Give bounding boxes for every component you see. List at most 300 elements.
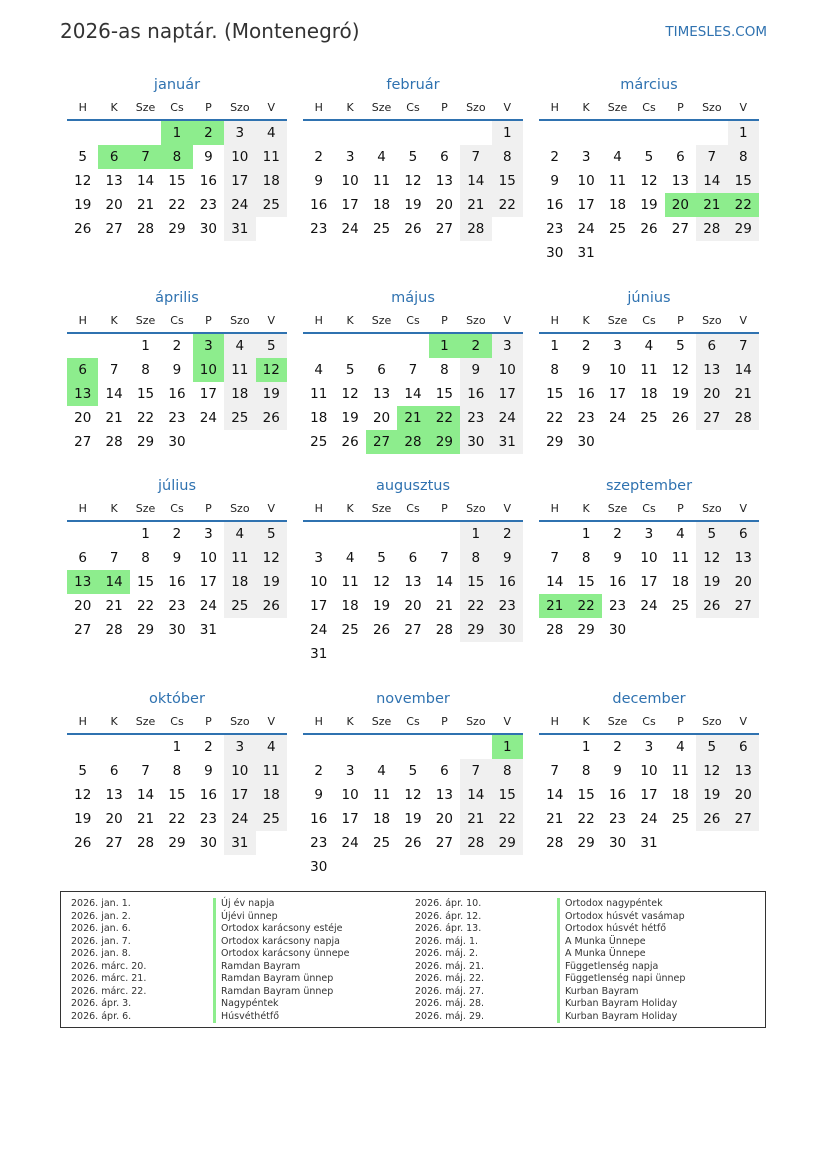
weekday-header: V: [492, 497, 523, 522]
day-cell: 11: [372, 173, 391, 189]
day-cell: 7: [141, 763, 150, 779]
day-cell: 3: [581, 149, 591, 165]
day-cell: 25: [372, 835, 391, 851]
day-cell: 16: [310, 197, 328, 213]
weekday-header: Sze: [130, 710, 161, 735]
day-cell: 10: [577, 173, 595, 189]
day-cell: 15: [435, 386, 453, 402]
day-cell: 15: [460, 570, 491, 594]
legend-date: 2026. jan. 2.: [71, 910, 131, 922]
day-cell: 4: [224, 334, 255, 358]
weekday-header: Szo: [460, 710, 491, 735]
legend-date: 2026. ápr. 6.: [71, 1010, 132, 1022]
empty-cell: [303, 735, 334, 759]
weekday-header: P: [429, 497, 460, 522]
weekday-header: Sze: [366, 309, 397, 334]
day-cell: 19: [671, 386, 689, 402]
day-cell: 13: [696, 358, 727, 382]
day-cell: 23: [168, 410, 186, 426]
day-cell: 30: [577, 434, 595, 450]
day-cell: 4: [256, 735, 287, 759]
day-cell: 7: [728, 334, 759, 358]
day-cell: 8: [550, 362, 559, 378]
day-cell: 21: [546, 811, 564, 827]
legend-date: 2026. máj. 27.: [415, 985, 485, 997]
legend-row: [415, 923, 745, 936]
weekday-header: K: [334, 710, 365, 735]
weekday-header: P: [193, 710, 224, 735]
day-cell: 29: [460, 618, 491, 642]
day-cell: 22: [168, 197, 186, 213]
weekday-header: V: [492, 710, 523, 735]
day-cell: 26: [341, 434, 359, 450]
day-cell: 12: [74, 787, 92, 803]
day-cell: 13: [728, 759, 759, 783]
day-cell: 31: [577, 245, 595, 261]
day-cell: 13: [435, 787, 453, 803]
day-cell: 25: [224, 594, 255, 618]
day-cell: 14: [460, 169, 491, 193]
holiday-legend: [60, 891, 766, 1028]
day-cell: 24: [577, 221, 595, 237]
brand-link[interactable]: TIMESLES.COM: [665, 24, 767, 40]
day-cell: 19: [696, 570, 727, 594]
day-cell: 21: [435, 598, 453, 614]
day-cell: 2: [581, 338, 591, 354]
day-cell: 10: [640, 550, 658, 566]
day-cell: 27: [696, 406, 727, 430]
empty-cell: [397, 522, 428, 546]
day-cell: 8: [728, 145, 759, 169]
weekday-header: Sze: [130, 497, 161, 522]
empty-cell: [397, 121, 428, 145]
day-cell: 25: [608, 221, 627, 237]
legend-holiday-name: Függetlenség napi ünnep: [557, 973, 685, 986]
holiday-day-cell: 3: [193, 334, 224, 358]
weekday-header: Cs: [397, 309, 428, 334]
day-cell: 4: [676, 739, 685, 755]
day-cell: 6: [377, 362, 386, 378]
day-cell: 9: [613, 763, 622, 779]
weekday-header: H: [67, 96, 98, 121]
empty-cell: [130, 735, 161, 759]
holiday-day-cell: 13: [67, 382, 98, 406]
day-cell: 16: [492, 570, 523, 594]
weekday-header: H: [539, 96, 570, 121]
legend-date: 2026. máj. 21.: [415, 960, 485, 972]
day-cell: 1: [581, 739, 591, 755]
weekday-header: Sze: [602, 710, 633, 735]
weekday-header: Cs: [633, 497, 664, 522]
day-cell: 20: [728, 570, 759, 594]
legend-date: 2026. máj. 2.: [415, 948, 479, 959]
day-cell: 14: [546, 574, 564, 590]
day-cell: 19: [256, 570, 287, 594]
weekday-header: Szo: [224, 710, 255, 735]
holiday-day-cell: 7: [130, 145, 161, 169]
day-cell: 17: [640, 574, 658, 590]
day-cell: 11: [640, 362, 658, 378]
day-cell: 28: [460, 217, 491, 241]
day-cell: 2: [204, 739, 213, 755]
day-cell: 9: [314, 787, 323, 803]
day-cell: 3: [204, 526, 213, 542]
month-7: [67, 472, 287, 642]
day-cell: 1: [550, 338, 559, 354]
day-cell: 9: [204, 149, 213, 165]
empty-cell: [429, 735, 460, 759]
legend-row: [71, 986, 401, 999]
weekday-header: Szo: [696, 710, 727, 735]
day-cell: 2: [613, 526, 622, 542]
weekday-header: V: [492, 96, 523, 121]
day-cell: 31: [310, 646, 328, 662]
weekday-header: V: [728, 96, 759, 121]
day-cell: 18: [224, 570, 255, 594]
weekday-header: Sze: [602, 96, 633, 121]
day-cell: 13: [404, 574, 422, 590]
day-cell: 5: [408, 763, 418, 779]
day-cell: 8: [141, 362, 150, 378]
day-cell: 8: [141, 550, 150, 566]
day-cell: 21: [460, 193, 491, 217]
empty-cell: [303, 121, 334, 145]
day-cell: 5: [78, 763, 87, 779]
month-11: [303, 685, 523, 879]
day-cell: 29: [546, 434, 564, 450]
day-cell: 30: [168, 434, 186, 450]
day-cell: 26: [74, 221, 92, 237]
day-cell: 7: [408, 362, 418, 378]
empty-cell: [366, 522, 397, 546]
weekday-header: P: [429, 710, 460, 735]
weekday-header: K: [570, 497, 601, 522]
weekday-header: P: [665, 497, 696, 522]
day-cell: 8: [581, 763, 591, 779]
month-name: november: [376, 691, 450, 707]
day-cell: 19: [341, 410, 359, 426]
day-cell: 16: [199, 173, 217, 189]
weekday-header: P: [193, 309, 224, 334]
legend-holiday-name: Ortodox húsvét hétfő: [557, 923, 666, 936]
day-cell: 24: [224, 807, 255, 831]
day-cell: 20: [74, 410, 92, 426]
day-cell: 28: [136, 835, 155, 851]
legend-holiday-name: Ortodox nagypéntek: [557, 898, 663, 911]
day-cell: 9: [172, 362, 182, 378]
legend-date: 2026. ápr. 13.: [415, 923, 482, 934]
empty-cell: [539, 735, 570, 759]
weekday-header: K: [98, 309, 129, 334]
empty-cell: [429, 121, 460, 145]
day-cell: 7: [109, 550, 119, 566]
day-cell: 30: [460, 430, 491, 454]
day-cell: 5: [377, 550, 386, 566]
holiday-day-cell: 29: [429, 430, 460, 454]
legend-row: [415, 986, 745, 999]
day-cell: 11: [256, 145, 287, 169]
day-cell: 15: [577, 787, 595, 803]
day-cell: 12: [341, 386, 359, 402]
day-cell: 6: [109, 763, 119, 779]
legend-row: [415, 973, 745, 986]
day-cell: 10: [640, 763, 658, 779]
weekday-header: Sze: [602, 497, 633, 522]
day-cell: 9: [204, 763, 213, 779]
holiday-day-cell: 13: [67, 570, 98, 594]
day-cell: 19: [404, 811, 422, 827]
legend-holiday-name: Függetlenség napja: [557, 961, 658, 974]
month-name: július: [157, 478, 197, 494]
day-cell: 14: [696, 169, 727, 193]
month-6: [539, 284, 759, 454]
day-cell: 12: [372, 574, 391, 590]
weekday-header: H: [539, 710, 570, 735]
holiday-day-cell: 14: [98, 570, 129, 594]
day-cell: 31: [224, 217, 255, 241]
day-cell: 15: [168, 173, 186, 189]
weekday-header: Szo: [460, 497, 491, 522]
weekday-header: H: [539, 497, 570, 522]
day-cell: 15: [136, 574, 155, 590]
day-cell: 11: [608, 173, 627, 189]
day-cell: 19: [404, 197, 422, 213]
weekday-header: Sze: [366, 497, 397, 522]
day-cell: 18: [224, 382, 255, 406]
day-cell: 27: [105, 835, 123, 851]
holiday-day-cell: 22: [429, 406, 460, 430]
empty-cell: [334, 522, 365, 546]
holiday-day-cell: 22: [570, 594, 601, 618]
day-cell: 2: [314, 763, 323, 779]
holiday-day-cell: 12: [256, 358, 287, 382]
day-cell: 6: [408, 550, 418, 566]
day-cell: 11: [671, 763, 689, 779]
legend-date: 2026. ápr. 12.: [415, 910, 482, 922]
day-cell: 10: [310, 574, 328, 590]
day-cell: 26: [640, 221, 658, 237]
day-cell: 16: [168, 574, 186, 590]
day-cell: 16: [168, 386, 186, 402]
legend-holiday-name: Húsvéthétfő: [213, 1011, 279, 1024]
weekday-header: K: [98, 96, 129, 121]
day-cell: 24: [640, 811, 658, 827]
day-cell: 13: [105, 173, 123, 189]
day-cell: 27: [728, 594, 759, 618]
day-cell: 25: [256, 807, 287, 831]
weekday-header: V: [256, 96, 287, 121]
day-cell: 8: [172, 763, 182, 779]
day-cell: 6: [78, 550, 87, 566]
legend-holiday-name: Ramdan Bayram: [213, 961, 300, 974]
month-12: [539, 685, 759, 855]
month-9: [539, 472, 759, 642]
day-cell: 28: [105, 622, 123, 638]
empty-cell: [696, 121, 727, 145]
day-cell: 14: [728, 358, 759, 382]
month-2: [303, 71, 523, 241]
empty-cell: [98, 522, 129, 546]
empty-cell: [130, 121, 161, 145]
legend-row: [71, 923, 401, 936]
day-cell: 26: [696, 594, 727, 618]
day-cell: 5: [256, 334, 287, 358]
weekday-header: Cs: [397, 96, 428, 121]
day-cell: 3: [613, 338, 622, 354]
day-cell: 9: [550, 173, 559, 189]
legend-holiday-name: Nagypéntek: [213, 998, 279, 1011]
holiday-day-cell: 1: [492, 735, 523, 759]
day-cell: 24: [199, 410, 217, 426]
weekday-header: P: [665, 309, 696, 334]
empty-cell: [334, 735, 365, 759]
day-cell: 18: [372, 197, 391, 213]
day-cell: 22: [168, 811, 186, 827]
weekday-header: V: [256, 309, 287, 334]
day-cell: 7: [550, 763, 559, 779]
day-cell: 12: [404, 787, 422, 803]
day-cell: 11: [224, 546, 255, 570]
day-cell: 1: [172, 739, 182, 755]
day-cell: 27: [105, 221, 123, 237]
day-cell: 17: [310, 598, 328, 614]
day-cell: 27: [404, 622, 422, 638]
weekday-header: Szo: [460, 96, 491, 121]
day-cell: 29: [136, 622, 155, 638]
day-cell: 9: [172, 550, 182, 566]
day-cell: 18: [256, 169, 287, 193]
weekday-header: H: [303, 497, 334, 522]
empty-cell: [633, 121, 664, 145]
legend-row: [71, 911, 401, 924]
month-name: december: [612, 691, 686, 707]
day-cell: 1: [141, 338, 150, 354]
day-cell: 18: [671, 574, 689, 590]
legend-row: [415, 911, 745, 924]
day-cell: 23: [608, 811, 627, 827]
day-cell: 5: [408, 149, 418, 165]
day-cell: 22: [460, 594, 491, 618]
day-cell: 29: [136, 434, 155, 450]
day-cell: 10: [341, 173, 359, 189]
weekday-header: Cs: [161, 710, 192, 735]
day-cell: 28: [546, 835, 564, 851]
month-1: [67, 71, 287, 241]
day-cell: 28: [460, 831, 491, 855]
day-cell: 4: [644, 338, 654, 354]
legend-holiday-name: Ortodox húsvét vasámap: [557, 911, 685, 924]
day-cell: 4: [377, 763, 386, 779]
day-cell: 4: [676, 526, 685, 542]
weekday-header: K: [570, 710, 601, 735]
day-cell: 7: [440, 550, 449, 566]
day-cell: 20: [435, 811, 453, 827]
weekday-header: K: [570, 96, 601, 121]
day-cell: 11: [671, 550, 689, 566]
month-name: január: [153, 77, 201, 93]
day-cell: 20: [404, 598, 422, 614]
day-cell: 23: [168, 598, 186, 614]
legend-holiday-name: Kurban Bayram: [557, 986, 639, 999]
day-cell: 25: [671, 598, 689, 614]
day-cell: 24: [199, 598, 217, 614]
weekday-header: Szo: [224, 96, 255, 121]
day-cell: 19: [74, 197, 92, 213]
day-cell: 10: [224, 759, 255, 783]
day-cell: 11: [341, 574, 359, 590]
day-cell: 20: [435, 197, 453, 213]
day-cell: 7: [696, 145, 727, 169]
day-cell: 26: [372, 622, 391, 638]
day-cell: 7: [460, 759, 491, 783]
day-cell: 26: [404, 835, 422, 851]
day-cell: 17: [577, 197, 595, 213]
day-cell: 16: [577, 386, 595, 402]
day-cell: 11: [224, 358, 255, 382]
day-cell: 8: [492, 145, 523, 169]
legend-holiday-name: Ortodox karácsony estéje: [213, 923, 343, 936]
day-cell: 13: [372, 386, 391, 402]
empty-cell: [67, 121, 98, 145]
day-cell: 16: [199, 787, 217, 803]
legend-row: [71, 1011, 401, 1024]
weekday-header: K: [98, 497, 129, 522]
day-cell: 25: [310, 434, 328, 450]
legend-row: [71, 973, 401, 986]
legend-date: 2026. máj. 1.: [415, 935, 479, 947]
month-3: [539, 71, 759, 265]
holiday-day-cell: 21: [696, 193, 727, 217]
empty-cell: [539, 522, 570, 546]
day-cell: 16: [460, 382, 491, 406]
day-cell: 23: [577, 410, 595, 426]
holiday-day-cell: 20: [665, 193, 696, 217]
legend-holiday-name: Új év napja: [213, 898, 274, 911]
legend-date: 2026. jan. 7.: [71, 935, 131, 947]
day-cell: 17: [199, 574, 217, 590]
empty-cell: [67, 334, 98, 358]
day-cell: 7: [109, 362, 119, 378]
day-cell: 13: [435, 173, 453, 189]
day-cell: 5: [256, 522, 287, 546]
day-cell: 10: [341, 787, 359, 803]
day-cell: 25: [224, 406, 255, 430]
day-cell: 15: [577, 574, 595, 590]
day-cell: 7: [460, 145, 491, 169]
day-cell: 10: [199, 550, 217, 566]
legend-row: [71, 936, 401, 949]
day-cell: 19: [256, 382, 287, 406]
day-cell: 5: [644, 149, 654, 165]
day-cell: 12: [696, 759, 727, 783]
weekday-header: P: [193, 497, 224, 522]
day-cell: 6: [440, 149, 449, 165]
day-cell: 29: [492, 831, 523, 855]
weekday-header: Sze: [602, 309, 633, 334]
day-cell: 14: [435, 574, 453, 590]
day-cell: 14: [404, 386, 422, 402]
day-cell: 9: [314, 173, 323, 189]
legend-row: [415, 948, 745, 961]
empty-cell: [303, 522, 334, 546]
day-cell: 9: [613, 550, 622, 566]
day-cell: 21: [136, 197, 155, 213]
month-name: szeptember: [605, 478, 693, 494]
day-cell: 30: [310, 859, 328, 875]
empty-cell: [98, 121, 129, 145]
day-cell: 30: [492, 618, 523, 642]
weekday-header: Sze: [366, 96, 397, 121]
